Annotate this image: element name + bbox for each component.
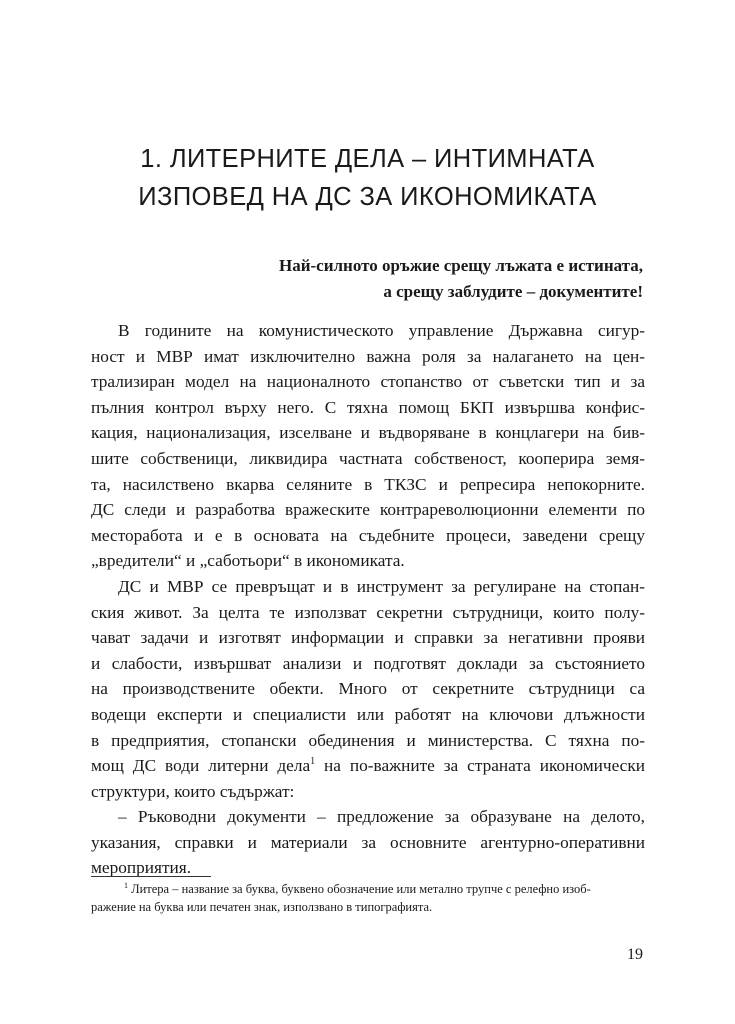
- text-line: – Ръководни документи – предложение за образуване на делото,: [118, 807, 645, 827]
- text-line: структури, които съдържат:: [91, 781, 295, 801]
- footnote: [91, 880, 645, 916]
- chapter-title-line-2: ИЗПОВЕД НА ДС ЗА ИКОНОМИКАТА: [138, 183, 597, 211]
- text-line: ския живот. За целта те използват секретни сътрудници, които полу-: [91, 602, 645, 622]
- footnote-text: Литера – название за буква, буквено обозначение или метално трупче с релефно изоб-: [128, 882, 591, 896]
- text-line: и слабости, извършват анализи и подготвят доклади за състоянието: [91, 653, 645, 673]
- text-line-with-footnote: [91, 753, 645, 779]
- text-line: указания, справки и материали за основните агентурно-оперативни: [91, 832, 645, 852]
- text-line: пълния контрол върху него. С тяхна помощ БКП извършва конфис-: [91, 397, 645, 417]
- text-line: месторабота и е в основата на съдебните процеси, заведени срещу: [91, 525, 645, 545]
- text-line: ност и МВР имат изключително важна роля за налагането на цен-: [91, 346, 645, 366]
- text-line: та, насилствено вкарва селяните в ТКЗС и репресира непокорните.: [91, 474, 645, 494]
- paragraph-1: [91, 318, 645, 574]
- text-line: водещи експерти и специалисти или работят на ключови длъжности: [91, 704, 645, 724]
- text-line: кация, национализация, изселване и въдворяване в концлагери на бив-: [91, 423, 645, 443]
- text-line: В годините на комунистическото управление Държавна сигур-: [118, 321, 645, 340]
- text-line: чават задачи и изготвят информации и справки за негативни прояви: [91, 628, 645, 648]
- footnote-divider: [91, 876, 211, 877]
- text-line: ДС и МВР се превръщат и в инструмент за регулиране на стопан-: [118, 576, 645, 596]
- text-line: шите собственици, ликвидира частната собственост, кооперира земя-: [91, 448, 645, 468]
- footnote-line-2: ражение на буква или печатен знак, използвано в типографията.: [91, 900, 433, 914]
- text-line: трализиран модел на националното стопанство от съветски тип и за: [91, 372, 645, 392]
- footnote-line-1: [91, 880, 645, 898]
- chapter-title: [60, 140, 675, 216]
- paragraph-2: [91, 574, 645, 804]
- epigraph: [183, 253, 643, 305]
- chapter-title-line-1: 1. ЛИТЕРНИТЕ ДЕЛА – ИНТИМНАТА: [140, 145, 595, 173]
- epigraph-line-2: а срещу заблудите – документите!: [383, 282, 643, 301]
- page-number: 19: [627, 946, 643, 963]
- text-segment: мощ ДС води литерни дела: [91, 756, 311, 776]
- text-line: мероприятия.: [91, 858, 192, 878]
- paragraph-3: [91, 804, 645, 881]
- epigraph-line-1: Най-силното оръжие срещу лъжата е истината,: [278, 256, 643, 275]
- text-line: „вредители“ и „саботьори“ в икономиката.: [91, 551, 405, 571]
- footnote-reference[interactable]: 1: [310, 756, 316, 768]
- text-line: ДС следи и разработва вражеските контрареволюционни елементи по: [91, 500, 645, 520]
- text-line: на производствените обекти. Много от секретните сътрудници са: [91, 679, 645, 699]
- body-text: [91, 318, 645, 881]
- text-segment: на по-важните за страната икономически: [315, 756, 645, 776]
- text-line: в предприятия, стопански обединения и министерства. С тяхна по-: [91, 730, 645, 750]
- footnote-marker: 1: [124, 880, 128, 890]
